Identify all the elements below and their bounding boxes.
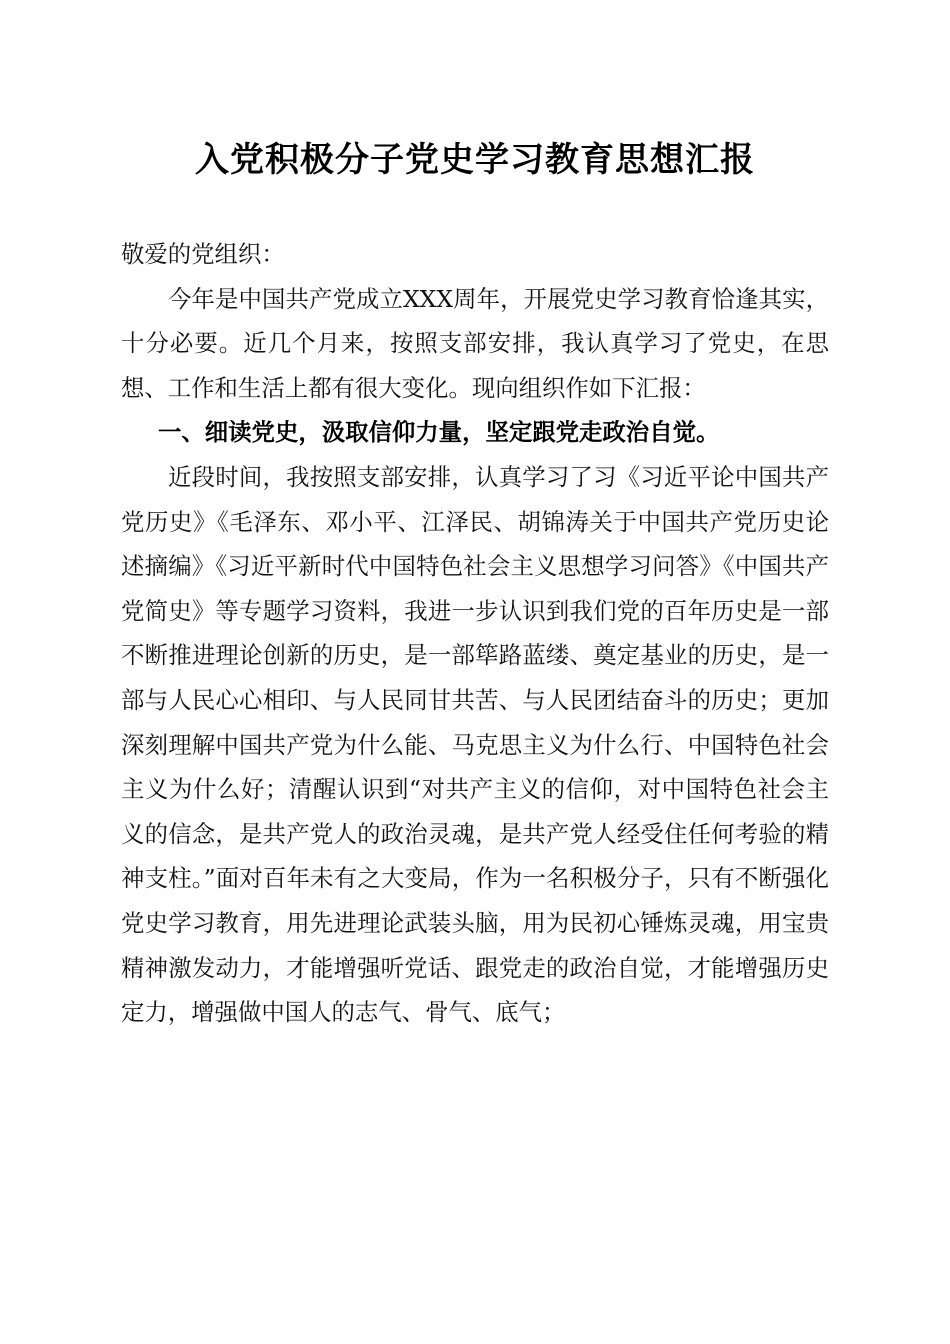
section-1-paragraph: 近段时间，我按照支部安排，认真学习了习《习近平论中国共产党历史》《毛泽东、邓小平、江泽民、胡锦涛关于中国共产党历史论述摘编》《习近平新时代中国特色社会主义思想学习问答》《中国共产党简史》等专题学习资料，我进一步认识到我们党的百年历史是一部不断推进理论创新的历史，是一部筚路蓝缕、奠定基业的历史，是一部与人民心心相印、与人民同甘共苦、与人民团结奋斗的历史；更加深刻理解中国共产党为什么能、马克思主义为什么行、中国特色社会主义为什么好；清醒认识到“对共产主义的信仰，对中国特色社会主义的信念，是共产党人的政治灵魂，是共产党人经受住任何考验的精神支柱。”面对百年未有之大变局，作为一名积极分子，只有不断强化党史学习教育，用先进理论武装头脑，用为民初心锤炼灵魂，用宝贵精神激发动力，才能增强听党话、跟党走的政治自觉，才能增强历史定力，增强做中国人的志气、骨气、底气； (121, 462, 829, 1027)
intro-paragraph: 今年是中国共产党成立XXX周年，开展党史学习教育恰逢其实，十分必要。近几个月来，按照支部安排，我认真学习了党史，在思想、工作和生活上都有很大变化。现向组织作如下汇报： (121, 284, 829, 402)
document-body (121, 232, 829, 1035)
section-heading-1: 一、细读党史，汲取信仰力量，坚定跟党走政治自觉。 (158, 418, 720, 447)
document-title: 入党积极分子党史学习教育思想汇报 (195, 140, 755, 180)
salutation: 敬爱的党组织： (121, 240, 285, 268)
